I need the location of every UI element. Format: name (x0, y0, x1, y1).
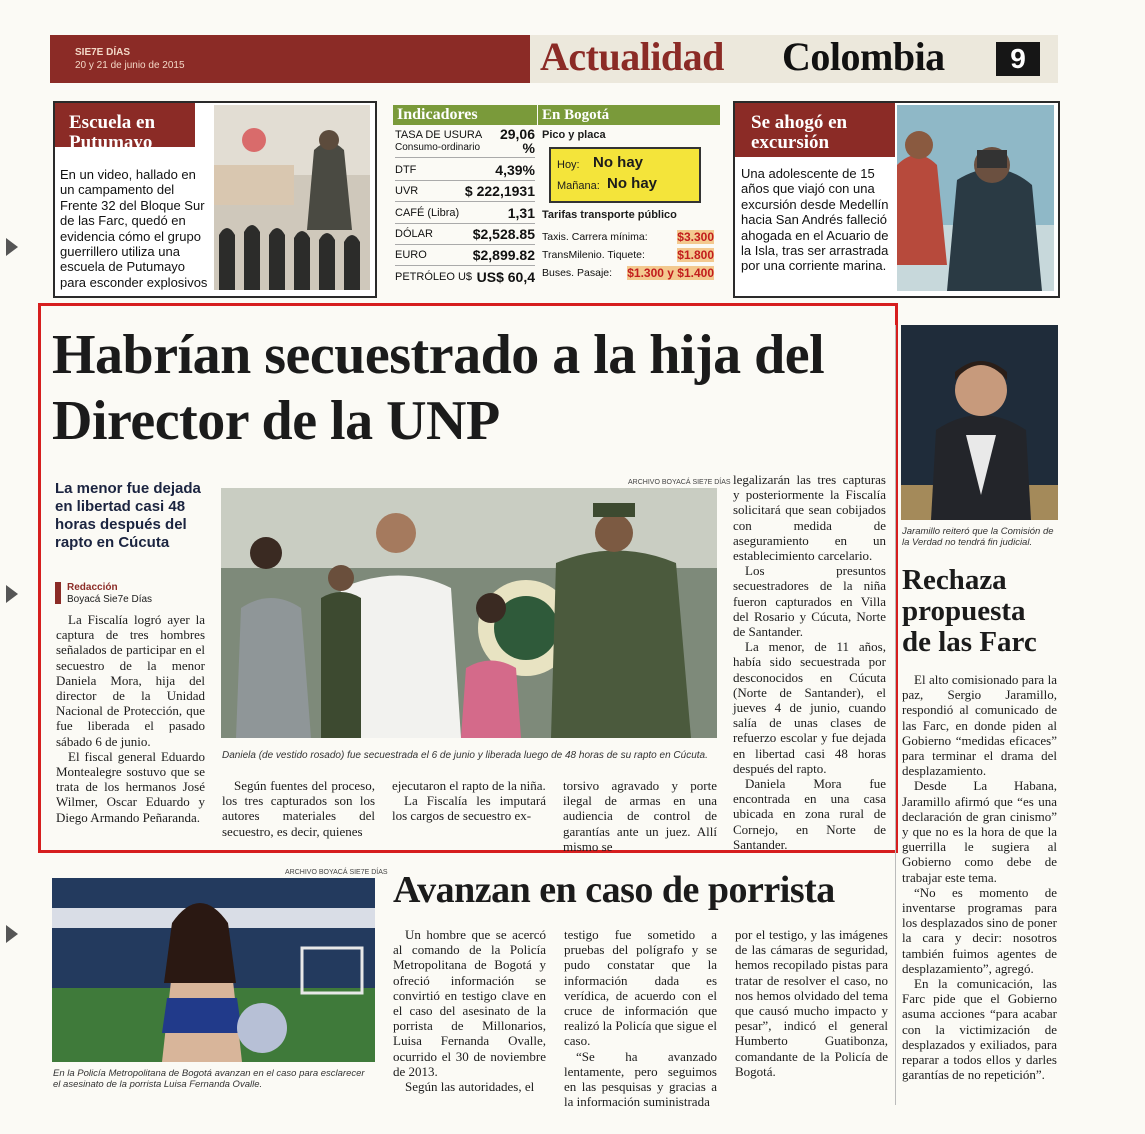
paragraph: Un hombre que se acercó al comando de la Policía Metropolitana de Bogotá y ofreció información se convirtió en testigo clave en el caso del asesinato de la porrista de Millonarios, Luisa Fernanda Ovalle, ocurrido el 30 de noviembre de 2013. (393, 927, 546, 1079)
paragraph: El fiscal general Eduardo Montealegre sostuvo que se trata de los hermanos José Wilmer, Oscar Eduardo y Diego Armando Peñaranda. (56, 748, 205, 825)
margin-arrow-icon (6, 585, 18, 603)
ahogo-photo (897, 105, 1054, 291)
paragraph: La menor, de 11 años, había sido secuestrada por desconocidos en Cúcuta (Norte de Santander), el jueves 4 de junio, cuando salía de unas clases de refuerzo escolar y fue dejada en libertad casi 48 horas después del rapto. (733, 639, 886, 776)
indicator-value: $ 222,1931 (464, 183, 535, 199)
pico-placa-title: Pico y placa (542, 129, 606, 141)
tarifas-list (542, 231, 714, 281)
paragraph: “Se ha avanzado lentamente, pero seguimos en las pesquisas y gracias a la información suministrada (564, 1048, 717, 1110)
publication-name: SIE7E DÍAS (75, 47, 131, 58)
porrista-photo-credit: ARCHIVO BOYACÁ SIE7E DÍAS (285, 869, 388, 876)
indicator-label: CAFÉ (Libra) (395, 207, 460, 219)
pico-placa-box (549, 147, 701, 203)
main-photo-caption: Daniela (de vestido rosado) fue secuestrada el 6 de junio y liberada luego de 48 horas de su rapto en Cúcuta. (222, 750, 708, 761)
paragraph: La Fiscalía logró ayer la captura de tres hombres señalados de participar en el secuestro de la menor Daniela Mora, hija del director de la Unidad Nacional de Protección, que fue liberada el pasado sábado 6 de junio. (56, 612, 205, 749)
tarifa-label: Buses. Pasaje: (542, 267, 613, 279)
page-number: 9 (996, 42, 1040, 76)
indicator-label: DTF (395, 164, 417, 176)
indicator-value: $2,899.82 (472, 247, 535, 263)
tarifa-label: Taxis. Carrera mínima: (542, 231, 648, 243)
tarifa-row (542, 231, 714, 243)
indicator-label: EURO (395, 249, 427, 261)
paragraph: testigo fue sometido a pruebas del polígrafo y se pudo constatar que la información dada es verídica, de acuerdo con el cruce de información que realizó la Policía que sigue el caso. (564, 927, 717, 1049)
paragraph: En la comunicación, las Farc pide que el Gobierno asuma acciones “para acabar con la victimización de desplazados y exiliados, para reparar a todos ellos y darles garantías de no repetición”. (902, 976, 1057, 1083)
section-title-colombia: Colombia (782, 34, 945, 79)
margin-arrow-icon (6, 238, 18, 256)
margin-arrow-icon (6, 925, 18, 943)
jaramillo-caption: Jaramillo reiteró que la Comisión de la Verdad no tendrá fin judicial. (902, 526, 1054, 548)
indicator-label: UVR (395, 185, 419, 197)
paragraph: El alto comisionado para la paz, Sergio Jaramillo, respondió al comunicado de las Farc, en donde piden al Gobierno “medidas eficaces” para terminar el drama del desplazamiento. (902, 672, 1057, 779)
indicator-value: US$ 60,4 (476, 269, 535, 285)
divider (395, 265, 535, 266)
tarifa-label: TransMilenio. Tiquete: (542, 249, 645, 261)
divider (395, 223, 535, 224)
paragraph: por el testigo, y las imágenes de las cámaras de seguridad, hemos recopilado pistas para tratar de resolver el caso, no nos hemos olvidado del tema que causó mucho impacto y pesar”, indicó el general Humberto Guatibonza, comandante de la Policía de Bogotá. (735, 927, 888, 1079)
indicator-label: DÓLAR (395, 228, 433, 240)
main-column-2 (222, 778, 375, 839)
escuela-text: En un video, hallado en un campamento del Frente 32 del Bloque Sur de las Farc, quedó en evidencia cómo el grupo guerrillero utiliza una escuela de Putumayo para esconder explosivos (60, 167, 208, 290)
divider (395, 157, 535, 158)
indicator-label: TASA DE USURA (395, 129, 483, 141)
main-column-3 (392, 778, 546, 824)
paragraph: Daniela Mora fue encontrada en una casa ubicada en zona rural de Cornejo, en Norte de Santander. (733, 776, 886, 852)
indicator-label: PETRÓLEO U$ (395, 271, 473, 283)
column-rule (895, 325, 896, 1105)
tarifa-row (542, 267, 714, 279)
paragraph: legalizarán las tres capturas y posteriormente la Fiscalía solicitará que sean cobijados con medida de aseguramiento en un establecimiento carcelario. (733, 472, 886, 564)
escuela-photo (214, 105, 370, 290)
indicator-sublabel: Consumo-ordinario (395, 142, 481, 153)
indicator-value: 29,06 % (499, 126, 535, 156)
paragraph: Según las autoridades, el (405, 1079, 535, 1095)
main-photo (221, 488, 717, 738)
porrista-column-1 (393, 927, 546, 1094)
divider (395, 244, 535, 245)
paragraph: Desde La Habana, Jaramillo afirmó que “es una declaración de gran cinismo” y que no es la hora de que la guerrilla le sugiera al Gobierno como debe de trabajar este tema. (902, 778, 1057, 885)
jaramillo-column (902, 672, 1057, 1082)
hoy-label: Hoy: (557, 159, 580, 171)
hoy-value: No hay (593, 154, 644, 171)
paragraph: La Fiscalía les imputará los cargos de secuestro ex- (392, 793, 546, 824)
tarifa-value: $1.800 (677, 248, 714, 262)
divider (395, 201, 535, 202)
manana-label: Mañana: (557, 180, 600, 192)
paragraph: Los presuntos secuestradores de la niña fueron capturados en Villa del Rosario y Cúcuta, Norte de Santander. (733, 563, 886, 640)
paragraph: Según fuentes del proceso, los tres capturados son los autores materiales del secuestro, es decir, quienes (222, 778, 375, 839)
tarifas-title: Tarifas transporte público (542, 209, 677, 221)
porrista-headline: Avanzan en caso de porrista (393, 869, 835, 911)
tarifa-row (542, 249, 714, 261)
indicator-value: $2,528.85 (472, 226, 535, 242)
porrista-column-2 (564, 927, 717, 1109)
bogota-title: En Bogotá (538, 105, 720, 125)
main-column-4 (563, 778, 717, 854)
byline-label: Redacción (67, 582, 118, 593)
porrista-column-3 (735, 927, 888, 1079)
byline-bar (55, 582, 61, 604)
publication-date: 20 y 21 de junio de 2015 (75, 60, 185, 71)
jaramillo-photo (901, 325, 1058, 520)
indicator-value: 1,31 (507, 205, 535, 221)
byline-name: Boyacá Sie7e Días (67, 594, 153, 605)
main-headline: Habrían secuestrado a la hija del Director de la UNP (52, 324, 825, 452)
divider (395, 180, 535, 181)
indicadores-title: Indicadores (393, 105, 537, 125)
tarifa-value: $1.300 y $1.400 (627, 266, 714, 280)
manana-value: No hay (607, 175, 658, 192)
escuela-title: Escuela en Putumayo (69, 112, 156, 153)
section-title-actualidad: Actualidad (540, 34, 724, 79)
jaramillo-headline: Rechaza propuesta de las Farc (902, 564, 1037, 658)
main-column-5 (733, 472, 886, 852)
ahogo-title-bg (735, 103, 895, 157)
escuela-title-bg (55, 103, 195, 153)
paragraph: torsivo agravado y porte ilegal de armas en una audiencia de control de garantías ante un juez. Allí mismo se (563, 778, 717, 854)
paragraph: “No es momento de inventarse programas para los desplazados sino de poner la cara y decir: nosotros también fuimos agentes de desplazamiento”, agregó. (902, 884, 1057, 976)
main-column-1 (56, 612, 205, 825)
ahogo-title: Se ahogó en excursión (751, 112, 848, 153)
main-subhead: La menor fue dejada en libertad casi 48 horas después del rapto en Cúcuta (55, 480, 201, 551)
porrista-photo-caption: En la Policía Metropolitana de Bogotá avanzan en el caso para esclarecer el asesinato de la porrista Luisa Fernanda Ovalle. (53, 1068, 365, 1090)
indicator-value: 4,39% (495, 162, 535, 178)
ahogo-text: Una adolescente de 15 años que viajó con una excursión desde Medellín hacia San Andrés falleció ahogada en el Acuario de la Isla, tras ser arrastrada por una corriente marina. (741, 166, 889, 274)
tarifa-value: $3.300 (677, 230, 714, 244)
porrista-photo (52, 878, 375, 1062)
photo-credit: ARCHIVO BOYACÁ SIE7E DÍAS (628, 479, 731, 486)
paragraph: ejecutaron el rapto de la niña. (392, 778, 546, 793)
indicadores-table (395, 126, 535, 289)
